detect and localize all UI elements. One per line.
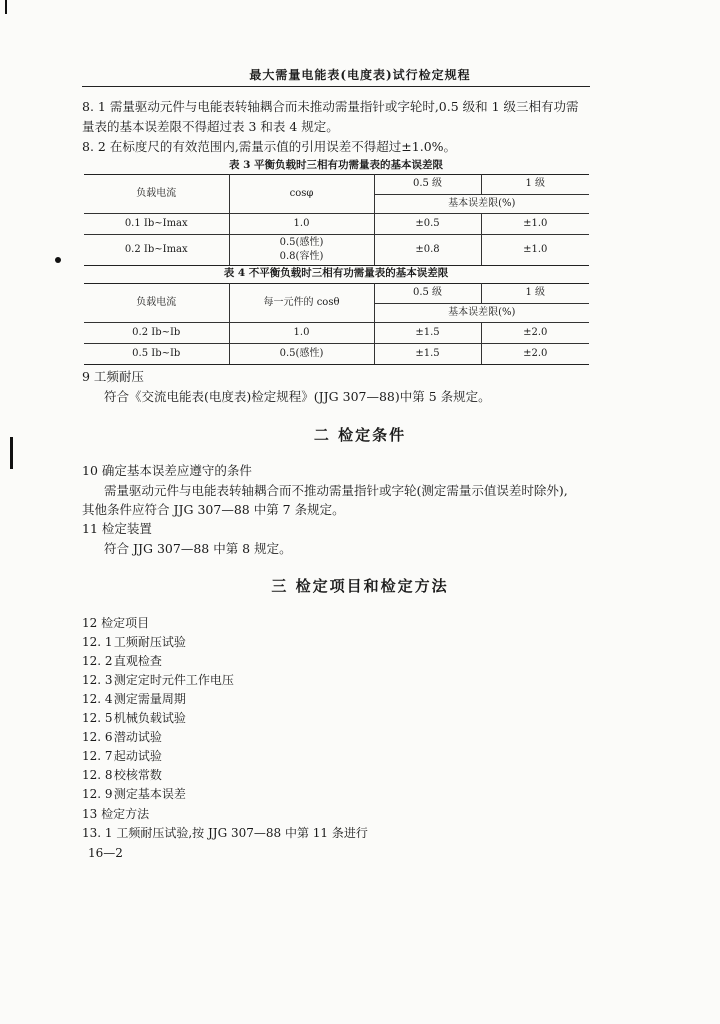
table-cell: ±2.0	[481, 323, 589, 344]
list-item-text: 校核常数	[113, 768, 162, 782]
table-row	[84, 284, 589, 304]
table-3-caption: 表 3 平衡负载时三相有功需量表的基本误差限	[228, 159, 444, 171]
list-item	[82, 652, 162, 670]
list-item-number: 12. 8	[82, 768, 113, 782]
table-cell: 0.5 Ib~Ib	[84, 344, 229, 365]
table-4-header-grade-1: 1 级	[481, 284, 589, 304]
table-row	[84, 344, 589, 365]
clause-10-title: 10 确定基本误差应遵守的条件	[82, 463, 252, 478]
list-item	[82, 671, 234, 689]
clause-11-body: 符合 JJG 307—88 中第 8 规定。	[104, 541, 292, 556]
running-header: 最大需量电能表(电度表)试行检定规程	[249, 68, 471, 82]
table-cell: 0.2 Ib~Ib	[84, 323, 229, 344]
table-cell: ±1.5	[374, 323, 481, 344]
clause-9-body: 符合《交流电能表(电度表)检定规程》(JJG 307—88)中第 5 条规定。	[104, 389, 491, 404]
table-3-header-load: 负载电流	[84, 175, 229, 214]
scan-mark-top	[5, 0, 7, 14]
table-row	[84, 214, 589, 235]
table-3	[84, 174, 589, 266]
clause-12-title: 12 检定项目	[82, 616, 150, 630]
list-item-number: 12. 5	[82, 711, 113, 725]
clause-8-2: 8. 2 在标度尺的有效范围内,需量示值的引用误差不得超过±1.0%。	[82, 139, 457, 154]
clause-10-body-line2: 其他条件应符合 JJG 307—88 中第 7 条规定。	[82, 502, 345, 517]
list-item-number: 12. 7	[82, 749, 113, 763]
list-item-number: 12. 9	[82, 787, 113, 801]
list-item-text: 起动试验	[113, 749, 162, 763]
table-3-header-grade-05: 0.5 级	[374, 175, 481, 195]
list-item	[82, 690, 186, 708]
clause-11-title: 11 检定装置	[82, 521, 152, 536]
table-cell: ±1.5	[374, 344, 481, 365]
list-item	[82, 633, 186, 651]
list-item-number: 12. 3	[82, 673, 113, 687]
clause-9-title: 9 工频耐压	[82, 369, 144, 384]
list-item-text: 测定基本误差	[113, 787, 186, 801]
list-item-number: 12. 2	[82, 654, 113, 668]
table-4-header-error: 基本误差限(%)	[374, 303, 589, 323]
list-item	[82, 766, 162, 784]
list-item-text: 机械负载试验	[113, 711, 186, 725]
clause-8-1-line1: 8. 1 需量驱动元件与电能表转轴耦合而未推动需量指针或字轮时,0.5 级和 1 级三相有功需	[82, 99, 579, 114]
table-cell: 0.2 Ib~Imax	[84, 235, 229, 266]
list-item	[82, 747, 162, 765]
table-cell: ±2.0	[481, 344, 589, 365]
table-row	[84, 175, 589, 195]
table-4	[84, 283, 589, 365]
table-4-header-load: 负载电流	[84, 284, 229, 323]
table-cell: 1.0	[229, 323, 374, 344]
page-number: 16—2	[88, 846, 123, 860]
table-cell: ±1.0	[481, 214, 589, 235]
table-cell: 1.0	[229, 214, 374, 235]
list-item-text: 测定需量周期	[113, 692, 186, 706]
table-3-header-error: 基本误差限(%)	[374, 194, 589, 214]
table-3-header-grade-1: 1 级	[481, 175, 589, 195]
table-cell: ±0.5	[374, 214, 481, 235]
table-4-header-grade-05: 0.5 级	[374, 284, 481, 304]
table-row	[84, 323, 589, 344]
clause-10-body-line1: 需量驱动元件与电能表转轴耦合而不推动需量指针或字轮(测定需量示值误差时除外),	[104, 483, 568, 498]
list-item-text: 工频耐压试验	[113, 635, 186, 649]
list-item	[82, 709, 186, 727]
list-item-number: 12. 1	[82, 635, 113, 649]
clause-13-title: 13 检定方法	[82, 807, 150, 821]
list-item-text: 直观检查	[113, 654, 162, 668]
list-item	[82, 728, 162, 746]
clause-13-1: 13. 1 工频耐压试验,按 JJG 307—88 中第 11 条进行	[82, 826, 368, 840]
list-item-text: 潜动试验	[113, 730, 162, 744]
table-cell: ±1.0	[481, 235, 589, 266]
table-cell	[229, 235, 374, 266]
list-item-text: 测定定时元件工作电压	[113, 673, 234, 687]
table-4-caption: 表 4 不平衡负载时三相有功需量表的基本误差限	[223, 267, 449, 279]
table-cell: 0.1 Ib~Imax	[84, 214, 229, 235]
section-3-title: 三 检定项目和检定方法	[271, 577, 449, 595]
table-4-header-factor: 每一元件的 cosθ	[229, 284, 374, 323]
list-item-number: 12. 6	[82, 730, 113, 744]
list-item	[82, 785, 186, 803]
clause-8-1-line2: 量表的基本误差限不得超过表 3 和表 4 规定。	[82, 119, 339, 134]
table-cell-line: 0.8(容性)	[279, 251, 324, 262]
scan-dot	[55, 257, 61, 263]
list-item-number: 12. 4	[82, 692, 113, 706]
table-3-header-factor: cosφ	[229, 175, 374, 214]
table-cell-line: 0.5(感性)	[279, 237, 324, 248]
header-rule	[82, 86, 590, 87]
section-2-title: 二 检定条件	[313, 426, 407, 444]
table-row	[84, 235, 589, 266]
table-cell: 0.5(感性)	[229, 344, 374, 365]
table-cell: ±0.8	[374, 235, 481, 266]
